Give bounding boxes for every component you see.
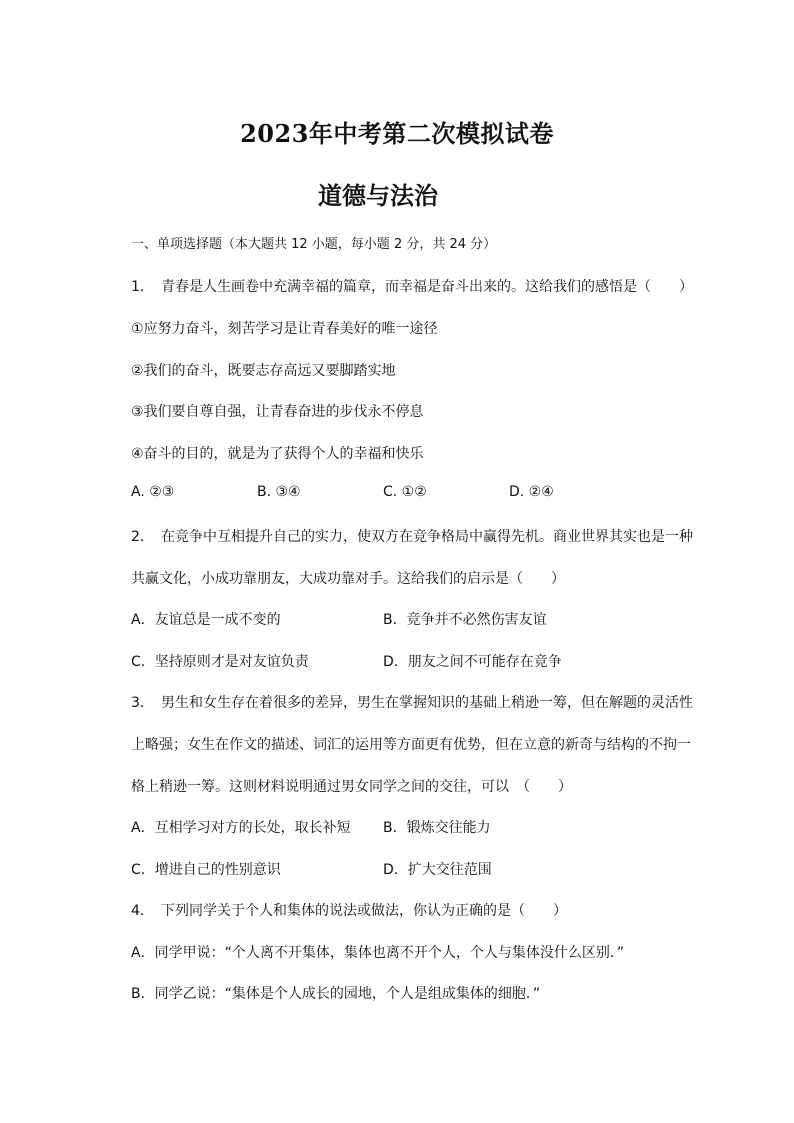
question-3 [131, 692, 693, 712]
q2-stem-line-2: 共赢文化，小成功靠朋友，大成功靠对手。这给我们的启示是（ ） [131, 571, 565, 587]
q3-option-a: A．互相学习对方的长处，取长补短 [131, 820, 351, 836]
question-stem: 在竞争中互相提升自己的实力，使双方在竞争格局中赢得先机。商业世界其实也是一种 [161, 529, 693, 545]
q2-option-b: B．竞争并不必然伤害友谊 [383, 612, 547, 628]
q3-option-d: D．扩大交往范围 [383, 862, 492, 878]
q1-option-b: B. ③④ [257, 484, 301, 500]
question-1 [131, 276, 693, 296]
question-stem: 青春是人生画卷中充满幸福的篇章，而幸福是奋斗出来的。这给我们的感悟是（ ） [161, 279, 693, 295]
q4-option-a: A．同学甲说：“个人离不开集体，集体也离不开个人，个人与集体没什么区别．” [131, 945, 625, 961]
q2-option-c: C．坚持原则才是对友谊负责 [131, 654, 309, 670]
q1-option-a: A. ②③ [131, 484, 175, 500]
question-stem: 男生和女生存在着很多的差异，男生在掌握知识的基础上稍逊一筹，但在解题的灵活性 [161, 695, 693, 711]
q2-option-d: D．朋友之间不可能存在竞争 [383, 654, 562, 670]
q3-stem-line-3: 格上稍逊一筹。这则材料说明通过男女同学之间的交往，可以 （ ） [131, 779, 572, 795]
question-2 [131, 526, 693, 546]
question-stem: 下列同学关于个人和集体的说法或做法，你认为正确的是（ ） [161, 903, 567, 919]
section-heading: 一、单项选择题（本大题共 12 小题，每小题 2 分，共 24 分） [131, 237, 497, 252]
q1-statement-2: ②我们的奋斗，既要志存高远又要脚踏实地 [131, 363, 396, 379]
q3-option-c: C．增进自己的性别意识 [131, 862, 281, 878]
subject-title: 道德与法治 [318, 181, 438, 210]
q1-statement-3: ③我们要自尊自强，让青春奋进的步伐永不停息 [131, 404, 424, 420]
q3-stem-line-2: 上略强；女生在作文的描述、词汇的运用等方面更有优势，但在立意的新奇与结构的不拘一 [131, 737, 691, 753]
q3-option-b: B．锻炼交往能力 [383, 820, 491, 836]
question-number: 3． [131, 695, 154, 711]
question-number: 2． [131, 529, 154, 545]
question-number: 4． [131, 903, 154, 919]
q4-option-b: B．同学乙说：“集体是个人成长的园地，个人是组成集体的细胞．” [131, 986, 541, 1002]
question-4 [131, 900, 567, 920]
q1-statement-4: ④奋斗的目的，就是为了获得个人的幸福和快乐 [131, 446, 424, 462]
q1-option-d: D. ②④ [509, 484, 554, 500]
q1-statement-1: ①应努力奋斗，刻苦学习是让青春美好的唯一途径 [131, 321, 438, 337]
q2-option-a: A．友谊总是一成不变的 [131, 612, 281, 628]
question-number: 1． [131, 279, 154, 295]
q1-option-c: C. ①② [383, 484, 427, 500]
exam-title: 2023年中考第二次模拟试卷 [240, 119, 554, 148]
